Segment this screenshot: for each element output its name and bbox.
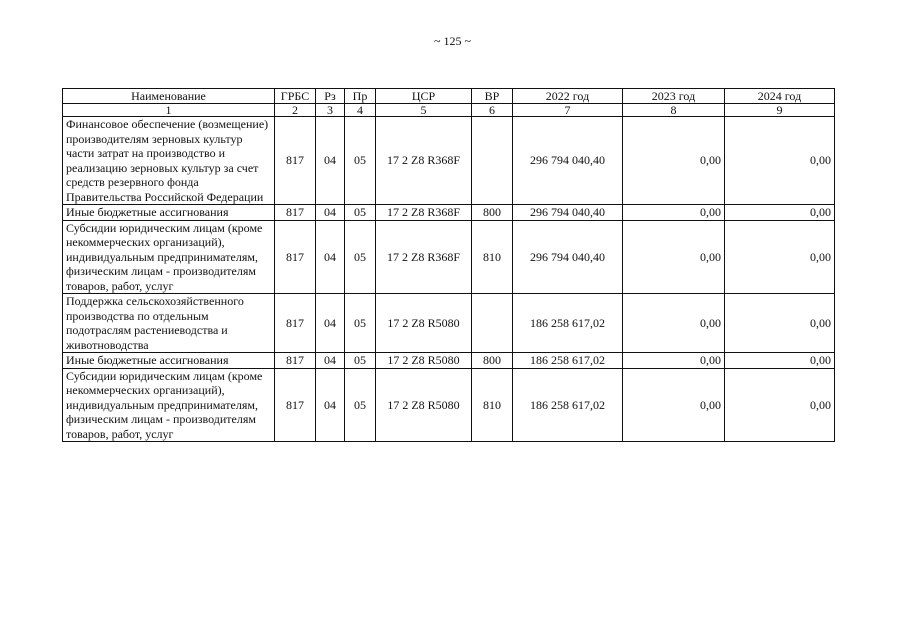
header-name: Наименование — [63, 89, 275, 104]
column-number: 7 — [513, 104, 623, 117]
row-rz: 04 — [316, 353, 345, 369]
header-grbs: ГРБС — [275, 89, 316, 104]
column-number: 3 — [316, 104, 345, 117]
page-number: ~ 125 ~ — [434, 34, 471, 48]
header-rz: Рз — [316, 89, 345, 104]
row-csr: 17 2 Z8 R5080 — [376, 353, 472, 369]
row-name: Иные бюджетные ассигнования — [63, 205, 275, 221]
row-2022: 186 258 617,02 — [513, 353, 623, 369]
row-grbs: 817 — [275, 220, 316, 294]
row-vr: 800 — [472, 205, 513, 221]
column-number: 6 — [472, 104, 513, 117]
row-2024: 0,00 — [725, 220, 835, 294]
row-2022: 296 794 040,40 — [513, 220, 623, 294]
row-pr: 05 — [345, 294, 376, 353]
row-grbs: 817 — [275, 117, 316, 205]
table-row — [63, 117, 835, 205]
row-csr: 17 2 Z8 R368F — [376, 220, 472, 294]
header-csr: ЦСР — [376, 89, 472, 104]
row-csr: 17 2 Z8 R5080 — [376, 294, 472, 353]
header-2024: 2024 год — [725, 89, 835, 104]
row-grbs: 817 — [275, 368, 316, 442]
column-number: 2 — [275, 104, 316, 117]
column-number: 9 — [725, 104, 835, 117]
row-2023: 0,00 — [623, 353, 725, 369]
row-vr: 800 — [472, 353, 513, 369]
row-2024: 0,00 — [725, 353, 835, 369]
table-row — [63, 368, 835, 442]
header-row — [63, 89, 835, 104]
header-pr: Пр — [345, 89, 376, 104]
table-row — [63, 294, 835, 353]
row-pr: 05 — [345, 353, 376, 369]
row-2022: 186 258 617,02 — [513, 368, 623, 442]
row-2024: 0,00 — [725, 117, 835, 205]
row-2022: 186 258 617,02 — [513, 294, 623, 353]
column-number: 4 — [345, 104, 376, 117]
row-2023: 0,00 — [623, 205, 725, 221]
column-number: 1 — [63, 104, 275, 117]
header-2023: 2023 год — [623, 89, 725, 104]
row-vr: 810 — [472, 368, 513, 442]
row-name: Субсидии юридическим лицам (кроме некоммерческих организаций), индивидуальным предпринимателям, физическим лицам - производителям товаров, работ, услуг — [63, 368, 275, 442]
row-rz: 04 — [316, 294, 345, 353]
row-rz: 04 — [316, 368, 345, 442]
row-name: Иные бюджетные ассигнования — [63, 353, 275, 369]
row-csr: 17 2 Z8 R368F — [376, 205, 472, 221]
row-csr: 17 2 Z8 R368F — [376, 117, 472, 205]
row-2024: 0,00 — [725, 205, 835, 221]
budget-table — [62, 88, 835, 442]
column-number: 5 — [376, 104, 472, 117]
row-rz: 04 — [316, 205, 345, 221]
row-pr: 05 — [345, 205, 376, 221]
row-vr: 810 — [472, 220, 513, 294]
row-grbs: 817 — [275, 353, 316, 369]
row-rz: 04 — [316, 220, 345, 294]
header-2022: 2022 год — [513, 89, 623, 104]
row-pr: 05 — [345, 368, 376, 442]
row-grbs: 817 — [275, 294, 316, 353]
row-2022: 296 794 040,40 — [513, 117, 623, 205]
row-2024: 0,00 — [725, 368, 835, 442]
row-name: Субсидии юридическим лицам (кроме некоммерческих организаций), индивидуальным предпринимателям, физическим лицам - производителям товаров, работ, услуг — [63, 220, 275, 294]
column-number: 8 — [623, 104, 725, 117]
row-name: Поддержка сельскохозяйственного производства по отдельным подотраслям растениеводства и животноводства — [63, 294, 275, 353]
table-row — [63, 353, 835, 369]
column-number-row — [63, 104, 835, 117]
header-vr: ВР — [472, 89, 513, 104]
row-pr: 05 — [345, 220, 376, 294]
row-2022: 296 794 040,40 — [513, 205, 623, 221]
table-row — [63, 205, 835, 221]
row-2023: 0,00 — [623, 368, 725, 442]
row-csr: 17 2 Z8 R5080 — [376, 368, 472, 442]
row-name: Финансовое обеспечение (возмещение) производителям зерновых культур части затрат на производство и реализацию зерновых культур за счет средств резервного фонда Правительства Российской Федерации — [63, 117, 275, 205]
row-pr: 05 — [345, 117, 376, 205]
row-vr — [472, 117, 513, 205]
row-2023: 0,00 — [623, 220, 725, 294]
row-vr — [472, 294, 513, 353]
row-2023: 0,00 — [623, 294, 725, 353]
row-rz: 04 — [316, 117, 345, 205]
row-2023: 0,00 — [623, 117, 725, 205]
row-grbs: 817 — [275, 205, 316, 221]
table-row — [63, 220, 835, 294]
row-2024: 0,00 — [725, 294, 835, 353]
